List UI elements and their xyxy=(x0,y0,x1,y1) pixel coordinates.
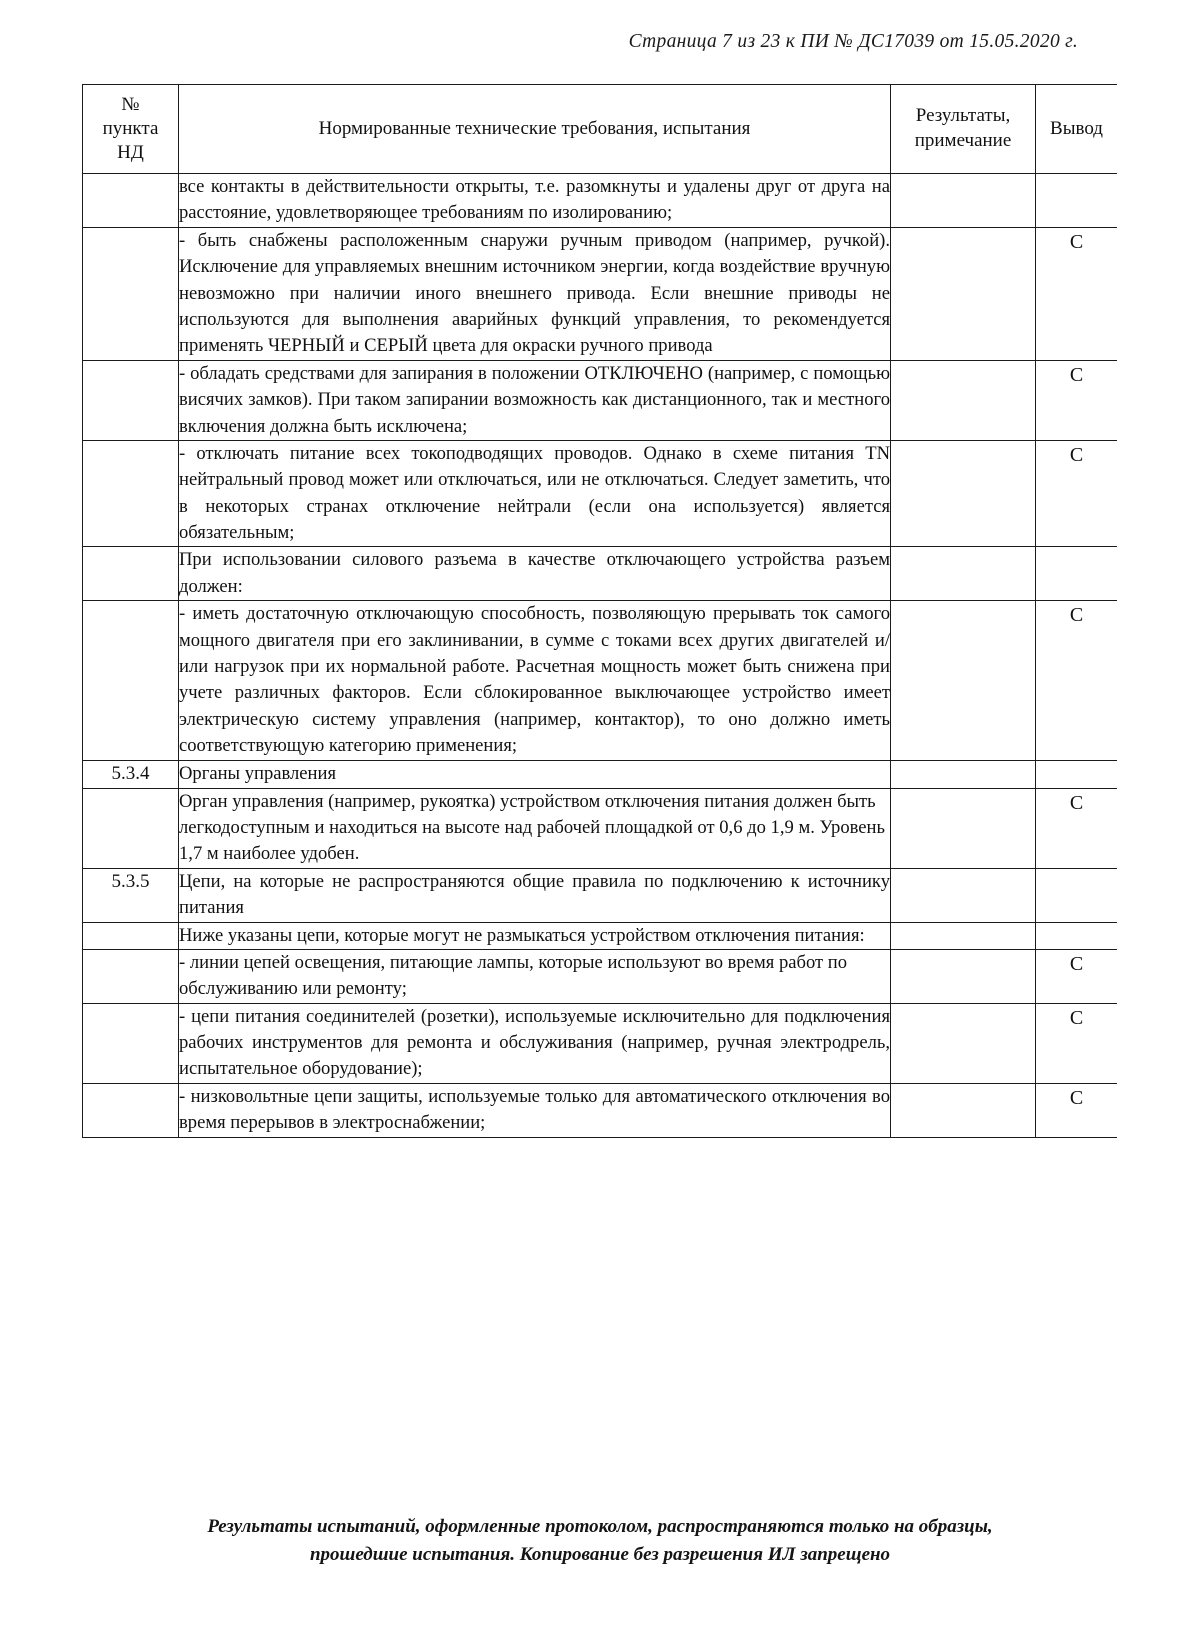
cell-requirement: Цепи, на которые не распространяются общие правила по подключению к источнику питания xyxy=(179,868,891,922)
cell-requirement: Органы управления xyxy=(179,760,891,788)
page-header-reference: Страница 7 из 23 к ПИ № ДС17039 от 15.05.2020 г. xyxy=(628,31,1078,52)
table-row xyxy=(83,788,1118,868)
cell-result xyxy=(891,949,1036,1003)
cell-item-number xyxy=(83,1083,179,1137)
cell-item-number xyxy=(83,601,179,760)
column-header-results-line1: Результаты, xyxy=(915,105,1011,127)
cell-result xyxy=(891,1083,1036,1137)
cell-requirement: - низковольтные цепи защиты, используемые только для автоматического отключения во время перерывов в электроснабжении; xyxy=(179,1083,891,1137)
page-footer-notice xyxy=(0,1513,1200,1568)
cell-requirement: При использовании силового разъема в качестве отключающего устройства разъем должен: xyxy=(179,547,891,601)
cell-item-number xyxy=(83,360,179,440)
table-row xyxy=(83,174,1118,228)
cell-item-number xyxy=(83,922,179,949)
cell-item-number xyxy=(83,949,179,1003)
table-row xyxy=(83,868,1118,922)
table-header-row xyxy=(83,85,1118,174)
cell-requirement: - отключать питание всех токоподводящих проводов. Однако в схеме питания TN нейтральный провод может или отключаться, или не отключаться. Следует заметить, что в некоторых странах отключение нейтрали (если она используется) является обязательным; xyxy=(179,440,891,547)
cell-verdict xyxy=(1036,547,1118,601)
cell-item-number: 5.3.4 xyxy=(83,760,179,788)
table-row xyxy=(83,440,1118,547)
table-row xyxy=(83,1083,1118,1137)
cell-verdict xyxy=(1036,922,1118,949)
cell-result xyxy=(891,1003,1036,1083)
column-header-results xyxy=(891,85,1036,174)
table-row xyxy=(83,949,1118,1003)
cell-requirement: - иметь достаточную отключающую способность, позволяющую прерывать ток самого мощного двигателя при его заклинивании, в сумме с токами всех других двигателей и/или нагрузок при их нормальной работе. Расчетная мощность может быть снижена при учете различных факторов. Если сблокированное выключающее устройство имеет электрическую систему управления (например, контактор), то оно должно иметь соответствующую категорию применения; xyxy=(179,601,891,760)
cell-item-number xyxy=(83,1003,179,1083)
cell-verdict: С xyxy=(1036,1003,1118,1083)
cell-verdict xyxy=(1036,868,1118,922)
column-header-verdict: Вывод xyxy=(1036,85,1118,174)
column-header-requirements: Нормированные технические требования, испытания xyxy=(179,85,891,174)
cell-verdict: С xyxy=(1036,440,1118,547)
cell-result xyxy=(891,547,1036,601)
cell-item-number xyxy=(83,227,179,360)
page-footer-line-1: Результаты испытаний, оформленные протоколом, распространяются только на образцы, xyxy=(207,1516,993,1537)
column-header-item-number xyxy=(83,85,179,174)
cell-result xyxy=(891,922,1036,949)
cell-item-number xyxy=(83,788,179,868)
cell-item-number xyxy=(83,547,179,601)
cell-requirement: все контакты в действительности открыты, т.е. разомкнуты и удалены друг от друга на расстояние, удовлетворяющее требованиям по изолированию; xyxy=(179,174,891,228)
cell-result xyxy=(891,227,1036,360)
cell-requirement: - быть снабжены расположенным снаружи ручным приводом (например, ручкой). Исключение для управляемых внешним источником энергии, когда воздействие вручную невозможно при наличии иного внешнего привода. Если внешние приводы не используются для выполнения аварийных функций управления, то рекомендуется применять ЧЕРНЫЙ и СЕРЫЙ цвета для окраски ручного привода xyxy=(179,227,891,360)
cell-result xyxy=(891,601,1036,760)
page-right-margin-mask xyxy=(1117,0,1200,1627)
cell-result xyxy=(891,868,1036,922)
table-row xyxy=(83,227,1118,360)
cell-item-number: 5.3.5 xyxy=(83,868,179,922)
table-row xyxy=(83,601,1118,760)
cell-result xyxy=(891,440,1036,547)
cell-requirement: - цепи питания соединителей (розетки), используемые исключительно для подключения рабочих инструментов для ремонта и обслуживания (например, ручная электродрель, испытательное оборудование); xyxy=(179,1003,891,1083)
cell-verdict: С xyxy=(1036,949,1118,1003)
cell-result xyxy=(891,760,1036,788)
cell-verdict xyxy=(1036,760,1118,788)
cell-verdict: С xyxy=(1036,1083,1118,1137)
cell-result xyxy=(891,360,1036,440)
cell-verdict: С xyxy=(1036,227,1118,360)
column-header-item-number-line1: № xyxy=(121,94,140,116)
requirements-table xyxy=(82,84,1118,1138)
cell-requirement: - обладать средствами для запирания в положении ОТКЛЮЧЕНО (например, с помощью висячих замков). При таком запирании возможность как дистанционного, так и местного включения должна быть исключена; xyxy=(179,360,891,440)
cell-verdict: С xyxy=(1036,601,1118,760)
table-row xyxy=(83,360,1118,440)
page-footer-line-2: прошедшие испытания. Копирование без разрешения ИЛ запрещено xyxy=(309,1543,891,1565)
cell-item-number xyxy=(83,440,179,547)
cell-requirement: - линии цепей освещения, питающие лампы, которые используют во время работ по обслуживанию или ремонту; xyxy=(179,949,891,1003)
cell-item-number xyxy=(83,174,179,228)
table-row xyxy=(83,922,1118,949)
column-header-item-number-line2: пункта xyxy=(102,118,159,140)
table-row xyxy=(83,547,1118,601)
cell-verdict: С xyxy=(1036,360,1118,440)
cell-verdict: С xyxy=(1036,788,1118,868)
table-row xyxy=(83,760,1118,788)
column-header-item-number-line3: НД xyxy=(117,141,144,163)
column-header-results-line2: примечание xyxy=(914,130,1012,151)
cell-requirement: Орган управления (например, рукоятка) устройством отключения питания должен быть легкодоступным и находиться на высоте над рабочей площадкой от 0,6 до 1,9 м. Уровень 1,7 м наиболее удобен. xyxy=(179,788,891,868)
table-row xyxy=(83,1003,1118,1083)
cell-result xyxy=(891,788,1036,868)
cell-result xyxy=(891,174,1036,228)
cell-verdict xyxy=(1036,174,1118,228)
cell-requirement: Ниже указаны цепи, которые могут не размыкаться устройством отключения питания: xyxy=(179,922,891,949)
